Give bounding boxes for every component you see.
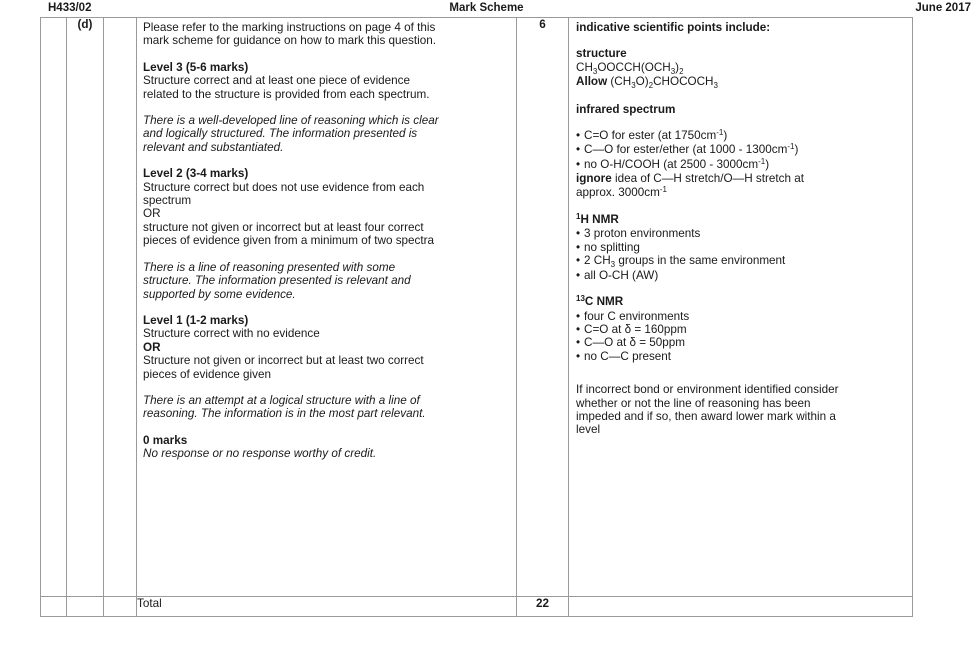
guidance-intro: indicative scientific points include: — [576, 21, 771, 34]
running-header — [0, 1, 973, 16]
marks-cell: 6 — [517, 18, 569, 597]
answer-intro-line-2: mark scheme for guidance on how to mark this question. — [143, 34, 436, 48]
question-number-cell — [41, 18, 67, 597]
mark-scheme-table — [40, 17, 913, 617]
total-row — [41, 597, 913, 617]
c-nmr-bullet-1: • four C environments — [576, 310, 906, 323]
answer-cell — [137, 18, 517, 597]
level-2-descriptor-line-1: There is a line of reasoning presented with some — [143, 260, 396, 274]
closing-line-3: impeded and if so, then award lower mark within a — [576, 409, 836, 423]
c-nmr-bullet-3: • C—O at δ = 50ppm — [576, 336, 906, 349]
closing-line-1: If incorrect bond or environment identified consider — [576, 383, 839, 397]
level-1-or-label: OR — [143, 340, 161, 354]
spacer — [143, 248, 511, 261]
level-3-criteria-line-2: related to the structure is provided from each spectrum. — [143, 87, 430, 101]
infrared-heading: infrared spectrum — [576, 102, 676, 116]
level-1-descriptor-line-2: reasoning. The information is in the most part relevant. — [143, 407, 426, 421]
total-spacer-subpart — [104, 597, 137, 617]
infrared-ignore-line-1 — [576, 172, 906, 185]
spacer — [143, 421, 511, 434]
level-2-or-label: OR — [143, 207, 161, 221]
spacer — [143, 101, 511, 114]
level-1-heading: Level 1 (1-2 marks) — [143, 313, 249, 327]
level-3-descriptor-line-1: There is a well-developed line of reasoning which is clear — [143, 114, 439, 128]
spacer — [576, 34, 906, 47]
level-2-criteria-line-4: pieces of evidence given from a minimum of two spectra — [143, 234, 435, 248]
document-title: Mark Scheme — [449, 2, 524, 14]
level-2-descriptor-line-2: structure. The information presented is relevant and — [143, 274, 411, 288]
spacer — [576, 200, 906, 213]
table-row — [41, 18, 913, 597]
total-spacer-part — [67, 597, 104, 617]
level-1-descriptor-line-1: There is an attempt at a logical structure with a line of — [143, 393, 420, 407]
zero-marks-heading: 0 marks — [143, 433, 188, 447]
question-part-cell: (d) — [67, 18, 104, 597]
ignore-label: ignore — [576, 172, 612, 186]
level-3-criteria-line-1: Structure correct and at least one piece of evidence — [143, 74, 411, 88]
spacer — [143, 154, 511, 167]
level-3-descriptor-line-3: relevant and substantiated. — [143, 140, 284, 154]
level-1-criteria-line-3: pieces of evidence given — [143, 367, 271, 381]
spacer — [143, 48, 511, 61]
spacer — [576, 90, 906, 103]
paper-code: H433/02 — [48, 2, 92, 14]
level-3-heading: Level 3 (5-6 marks) — [143, 60, 249, 74]
total-marks-value: 22 — [517, 597, 569, 617]
structure-formula-primary: $CH_3OOCCH(OCH_3)_2$ — [576, 60, 684, 76]
total-spacer-question — [41, 597, 67, 617]
h-nmr-bullet-4: • all O-CH (AW) — [576, 269, 906, 282]
h-nmr-heading: $^1$H NMR — [576, 212, 619, 227]
spacer — [143, 301, 511, 314]
level-1-criteria-line-1: Structure correct with no evidence — [143, 327, 320, 341]
answer-intro-line-1: Please refer to the marking instructions on page 4 of this — [143, 21, 436, 34]
level-1-criteria-line-2: Structure not given or incorrect but at least two correct — [143, 354, 424, 368]
infrared-ignore-line-2: approx. $3000cm^{-1}$ — [576, 184, 667, 199]
spacer — [143, 381, 511, 394]
infrared-bullet-3: • no O-H/COOH (at $2500 - 3000cm^{-1}$) — [576, 158, 906, 172]
infrared-bullet-2: • C—O for ester/ether (at $1000 - 1300cm^{-1}$) — [576, 143, 906, 157]
total-label: Total — [137, 597, 517, 617]
structure-heading: structure — [576, 47, 627, 61]
allow-label: Allow — [576, 75, 608, 89]
zero-marks-descriptor: No response or no response worthy of credit. — [143, 447, 377, 461]
exam-session-date: June 2017 — [915, 2, 971, 14]
question-subpart-cell — [104, 18, 137, 597]
h-nmr-bullet-3: • 2 $CH_3$ groups in the same environment — [576, 254, 906, 268]
structure-formula-allowed: Allow $(CH_3O)_2CHOCOCH_3$ — [576, 75, 718, 91]
h-nmr-bullet-2: • no splitting — [576, 241, 906, 254]
infrared-bullet-1: • C=O for ester (at $1750cm^{-1}$) — [576, 129, 906, 143]
level-3-descriptor-line-2: and logically structured. The information presented is — [143, 127, 418, 141]
total-spacer-guidance — [569, 597, 913, 617]
c-nmr-bullet-2: • C=O at δ = 160ppm — [576, 323, 906, 336]
level-2-criteria-line-2: spectrum — [143, 194, 192, 208]
spacer — [576, 363, 906, 376]
level-2-criteria-line-1: Structure correct but does not use evidence from each — [143, 180, 425, 194]
level-2-descriptor-line-3: supported by some evidence. — [143, 287, 296, 301]
closing-line-4: level — [576, 423, 601, 437]
level-2-criteria-line-3: structure not given or incorrect but at least four correct — [143, 220, 424, 234]
h-nmr-bullet-1: • 3 proton environments — [576, 227, 906, 240]
c-nmr-heading: $^{13}$C NMR — [576, 294, 624, 309]
c-nmr-bullet-4: • no C—C present — [576, 350, 906, 363]
closing-line-2: whether or not the line of reasoning has been — [576, 396, 811, 410]
spacer — [576, 282, 906, 295]
spacer — [576, 376, 906, 383]
ignore-text: idea of C—H stretch/O—H stretch at — [614, 172, 804, 186]
spacer — [576, 116, 906, 129]
guidance-cell — [569, 18, 913, 597]
level-2-heading: Level 2 (3-4 marks) — [143, 167, 249, 181]
